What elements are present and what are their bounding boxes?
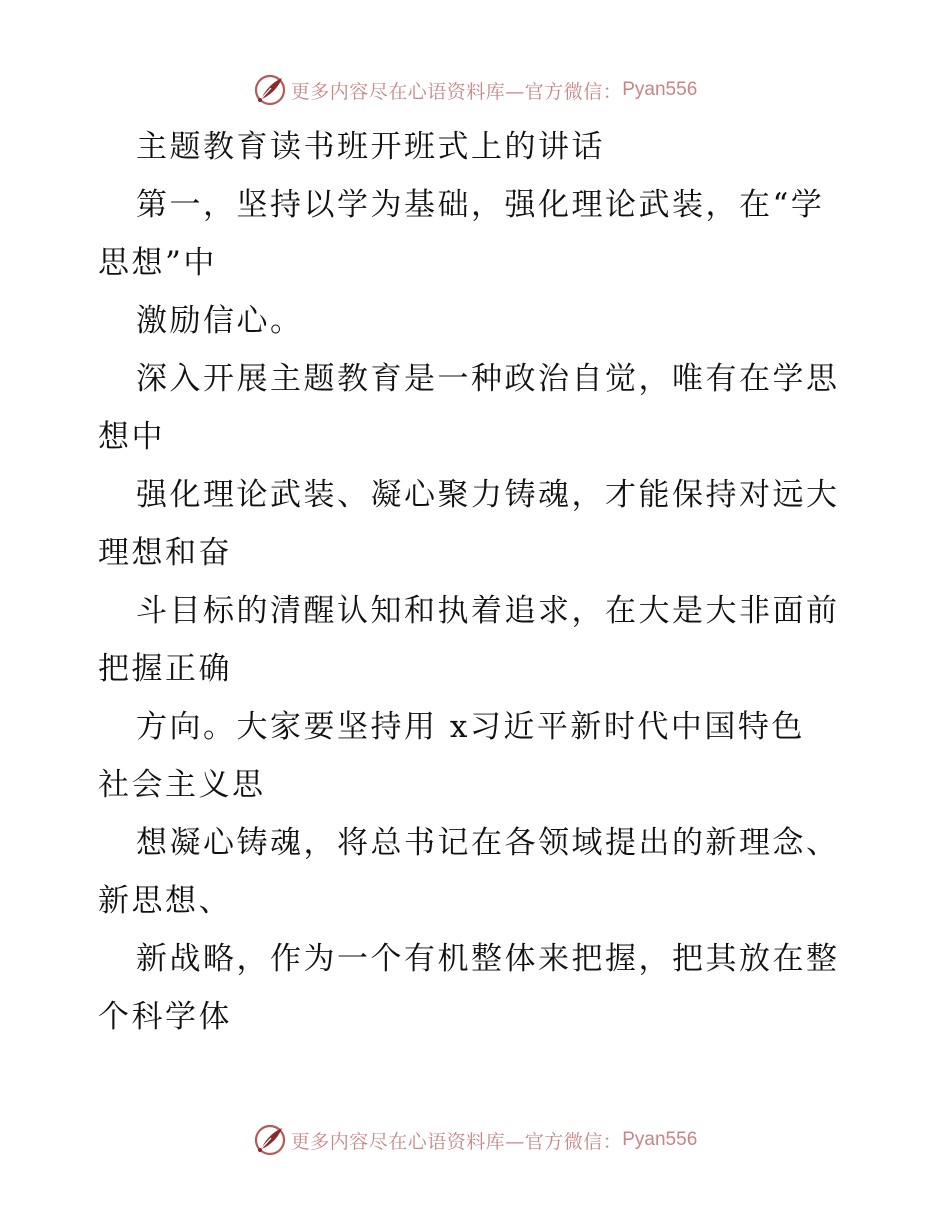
text-line: 第一，坚持以学为基础，强化理论武装，在“学 [136,187,825,223]
text-line: 把握正确 [98,651,232,687]
footer-banner [0,1120,950,1160]
text-line: 深入开展主题教育是一种政治自觉，唯有在学思 [136,361,840,397]
text-line: 想中 [98,419,165,455]
text-line: 思想”中 [98,245,217,281]
footer-text: 更多内容尽在心语资料库—官方微信： [290,1130,623,1153]
text-line: 新战略，作为一个有机整体来把握，把其放在整 [136,941,840,977]
text-line: 个科学体 [98,999,232,1035]
text-line: 新思想、 [98,883,232,919]
footer-wechat-id: Pyan556 [622,1129,698,1150]
text-line: 想凝心铸魂，将总书记在各领域提出的新理念、 [136,825,840,861]
text-line: 理想和奋 [98,535,232,571]
text-line: 强化理论武装、凝心聚力铸魂，才能保持对远大 [136,477,840,513]
text-line: 方向。大家要坚持用 x习近平新时代中国特色 [136,709,805,745]
quill-pen-icon [253,73,287,107]
text-line: 社会主义思 [98,767,266,803]
text-line: 激励信心。 [136,303,304,339]
text-line: 斗目标的清醒认知和执着追求，在大是大非面前 [136,593,840,629]
document-body [98,118,858,1046]
quill-pen-icon [253,1123,287,1157]
header-wechat-id: Pyan556 [622,79,698,100]
header-banner [0,70,950,110]
header-text: 更多内容尽在心语资料库—官方微信： [290,80,623,103]
document-title: 主题教育读书班开班式上的讲话 [136,129,605,165]
